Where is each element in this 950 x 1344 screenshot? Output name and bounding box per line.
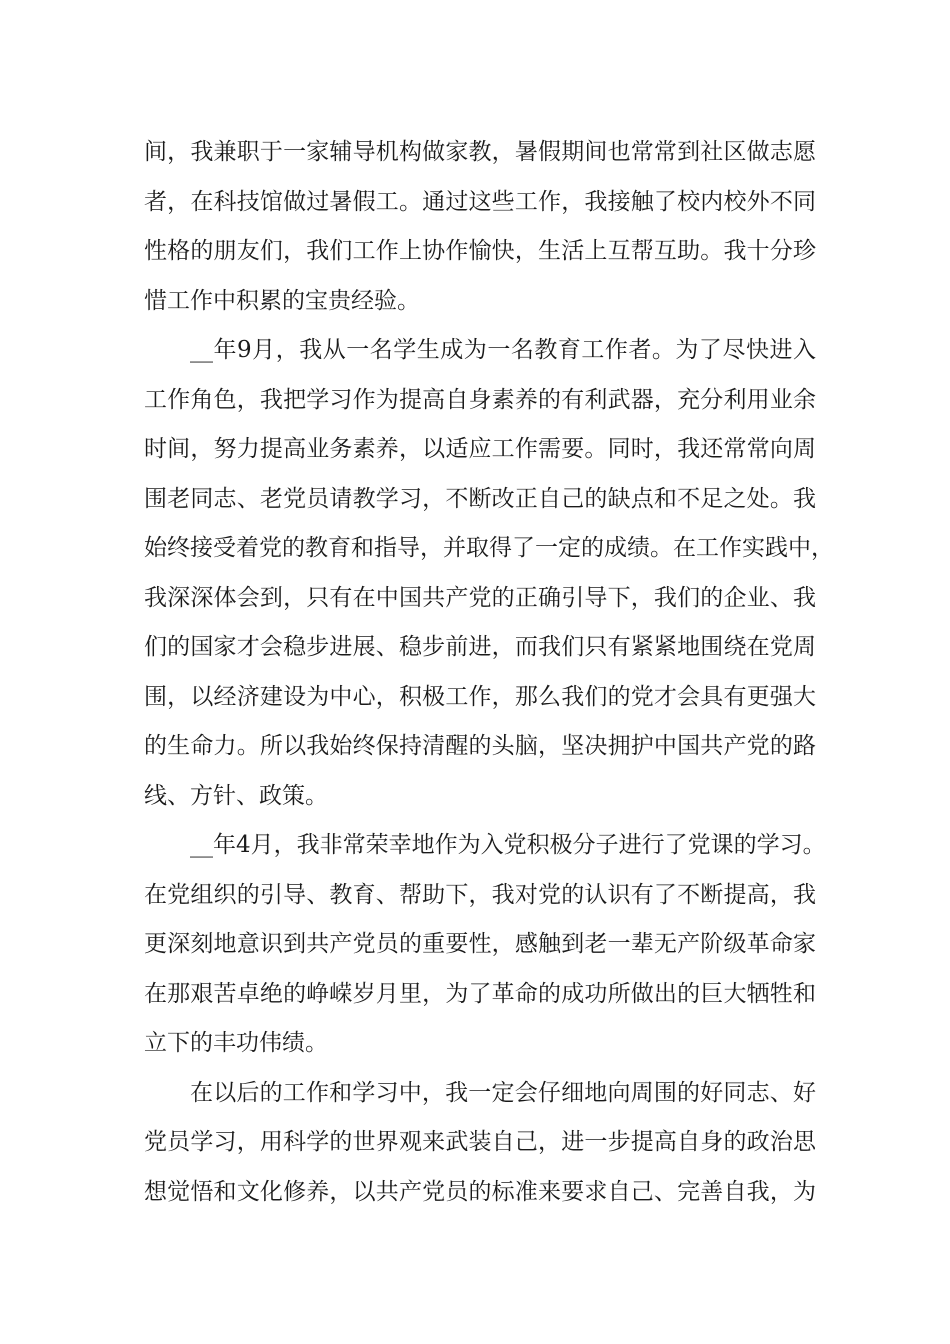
paragraph-4	[144, 1069, 816, 1218]
text-line: 围，以经济建设为中心，积极工作，那么我们的党才会具有更强大	[144, 683, 816, 710]
text-line: 工作角色，我把学习作为提高自身素养的有利武器，充分利用业余	[144, 386, 816, 413]
text-line: 党员学习，用科学的世界观来武装自己，进一步提高自身的政治思	[144, 1129, 816, 1155]
paragraph-2	[144, 326, 834, 821]
text-line: 在党组织的引导、教育、帮助下，我对党的认识有了不断提高，我	[144, 881, 816, 908]
text-line: 立下的丰功伟绩。	[144, 1030, 328, 1056]
text-line: 始终接受着党的教育和指导，并取得了一定的成绩。在工作实践中，	[144, 535, 834, 561]
text-line: 间，我兼职于一家辅导机构做家教，暑假期间也常常到社区做志愿	[144, 139, 816, 165]
text-line: 的生命力。所以我始终保持清醒的头脑，坚决拥护中国共产党的路	[144, 733, 816, 759]
text-line: __年4月，我非常荣幸地作为入党积极分子进行了党课的学习。	[190, 832, 826, 858]
text-line: 性格的朋友们，我们工作上协作愉快，生活上互帮互助。我十分珍	[144, 238, 816, 264]
text-line: 者，在科技馆做过暑假工。通过这些工作，我接触了校内校外不同	[144, 188, 816, 215]
text-line: 惜工作中积累的宝贵经验。	[144, 287, 420, 314]
text-line: 围老同志、老党员请教学习，不断改正自己的缺点和不足之处。我	[144, 485, 816, 512]
text-line: 线、方针、政策。	[144, 782, 328, 809]
text-line: 更深刻地意识到共产党员的重要性，感触到老一辈无产阶级革命家	[144, 931, 816, 957]
paragraph-1	[144, 128, 816, 326]
text-line: 在那艰苦卓绝的峥嵘岁月里，为了革命的成功所做出的巨大牺牲和	[144, 980, 816, 1007]
text-line: 想觉悟和文化修养，以共产党员的标准来要求自己、完善自我，为	[144, 1178, 816, 1205]
text-line: 我深深体会到，只有在中国共产党的正确引导下，我们的企业、我	[144, 584, 816, 611]
document-body	[144, 128, 834, 1217]
text-line: 们的国家才会稳步进展、稳步前进，而我们只有紧紧地围绕在党周	[144, 634, 816, 660]
paragraph-3	[144, 821, 826, 1069]
text-line: __年9月，我从一名学生成为一名教育工作者。为了尽快进入	[190, 337, 816, 363]
text-line: 在以后的工作和学习中，我一定会仔细地向周围的好同志、好	[190, 1079, 816, 1106]
text-line: 时间，努力提高业务素养，以适应工作需要。同时，我还常常向周	[144, 436, 816, 462]
